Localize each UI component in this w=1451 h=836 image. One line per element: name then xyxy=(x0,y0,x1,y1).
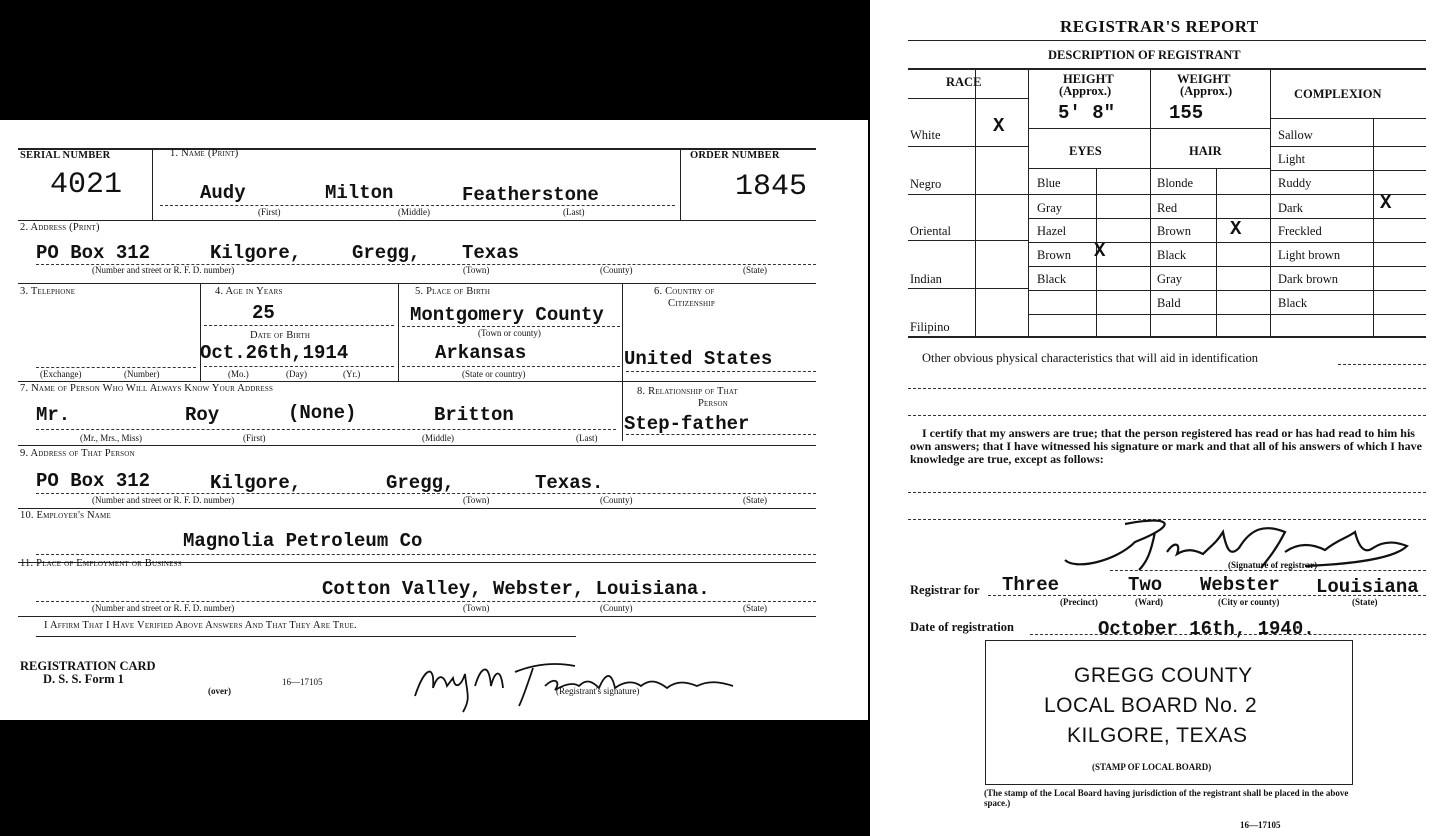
city-value: Webster xyxy=(1200,574,1280,596)
weight-header: WEIGHT xyxy=(1177,72,1231,86)
date-line xyxy=(1030,634,1426,635)
contact-first-caption: (First) xyxy=(243,433,266,443)
contact-last: Britton xyxy=(434,404,514,426)
grid-line xyxy=(1150,68,1151,336)
row-rule xyxy=(18,508,816,509)
grid-line xyxy=(1028,128,1270,129)
stamp-note: (The stamp of the Local Board having jurisdiction of the registrant shall be placed in the above space.) xyxy=(984,788,1349,808)
grid-line xyxy=(1028,218,1270,219)
exchange-caption: (Exchange) xyxy=(40,369,82,379)
street-caption: (Number and street or R. F. D. number) xyxy=(92,265,235,275)
contact-address-street: PO Box 312 xyxy=(36,470,151,492)
stamp-line-1: GREGG COUNTY xyxy=(1074,664,1253,687)
hair-bald: Bald xyxy=(1157,296,1181,310)
birthplace-state: Arkansas xyxy=(435,342,527,364)
weight-approx: (Approx.) xyxy=(1180,84,1233,98)
hair-mark: X xyxy=(1230,218,1242,240)
grid-line xyxy=(1028,194,1270,195)
contact-address-town: Kilgore, xyxy=(210,472,302,494)
ward-value: Two xyxy=(1128,574,1163,596)
dob-label: Date of Birth xyxy=(250,330,311,341)
birthplace-label: 5. Place of Birth xyxy=(415,286,491,297)
report-title: REGISTRAR'S REPORT xyxy=(1060,17,1259,36)
contact-title: Mr. xyxy=(36,404,71,426)
middle-caption: (Middle) xyxy=(398,207,430,217)
street-caption-3: (Number and street or R. F. D. number) xyxy=(92,603,235,613)
complexion-light: Light xyxy=(1278,152,1306,166)
stamp-box xyxy=(985,640,1353,785)
town-caption-2: (Town) xyxy=(463,495,490,505)
telephone-label: 3. Telephone xyxy=(20,286,76,297)
birthplace-line xyxy=(402,326,620,327)
weight-value: 155 xyxy=(1169,102,1204,124)
employment-line xyxy=(36,601,816,602)
contact-middle: (None) xyxy=(288,402,357,424)
report-subtitle: DESCRIPTION OF REGISTRANT xyxy=(1048,48,1241,62)
grid-line xyxy=(1028,168,1270,169)
race-negro: Negro xyxy=(910,177,942,191)
contact-label: 7. Name of Person Who Will Always Know Your Address xyxy=(20,383,274,394)
serial-number: 4021 xyxy=(50,168,123,202)
first-name: Audy xyxy=(200,182,246,204)
dash-line xyxy=(908,492,1426,493)
registrant-signature xyxy=(405,646,745,718)
registrar-signature xyxy=(1055,512,1435,582)
grid-line xyxy=(1270,314,1426,315)
birthplace-town: Montgomery County xyxy=(410,304,604,326)
grid-line xyxy=(1270,242,1426,243)
eyes-brown: Brown xyxy=(1037,248,1072,262)
reg-state-caption: (State) xyxy=(1352,597,1378,607)
divider xyxy=(200,283,201,381)
contact-address-state: Texas. xyxy=(535,472,604,494)
state-value: Louisiana xyxy=(1316,576,1419,598)
eyes-blue: Blue xyxy=(1037,176,1061,190)
contact-first: Roy xyxy=(185,404,220,426)
precinct-value: Three xyxy=(1002,574,1060,596)
last-caption: (Last) xyxy=(563,207,585,217)
hair-red: Red xyxy=(1157,201,1178,215)
state-caption: (State) xyxy=(743,265,767,275)
race-filipino: Filipino xyxy=(910,320,950,334)
rule xyxy=(908,40,1426,41)
divider xyxy=(622,283,623,441)
age-line xyxy=(204,325,394,326)
grid-line xyxy=(1028,290,1270,291)
grid-line xyxy=(1270,290,1426,291)
certify-statement: I certify that my answers are true; that the person registered has read or has had read to him his own answers; that I have witnessed his signature or mark and that all of his answers of which I have knowledge are true, except as follows: xyxy=(910,426,1422,466)
town-or-county-caption: (Town or county) xyxy=(478,328,541,338)
signature-caption: (Registrant's signature) xyxy=(556,686,640,696)
citizenship-label: 6. Country of xyxy=(654,286,715,297)
address-state: Texas xyxy=(462,242,520,264)
hair-brown: Brown xyxy=(1157,224,1192,238)
divider xyxy=(680,148,681,220)
row-rule xyxy=(18,445,816,446)
street-caption-2: (Number and street or R. F. D. number) xyxy=(92,495,235,505)
grid-line xyxy=(1270,118,1426,119)
grid-line xyxy=(908,240,1028,241)
complexion-dark: Dark xyxy=(1278,201,1303,215)
date-of-registration-label: Date of registration xyxy=(910,620,1014,634)
city-caption: (City or county) xyxy=(1218,597,1280,607)
grid-line xyxy=(1028,314,1270,315)
contact-address-line xyxy=(36,493,816,494)
row-rule xyxy=(18,220,816,221)
telephone-line xyxy=(36,367,196,368)
eyes-black: Black xyxy=(1037,272,1067,286)
employer-value: Magnolia Petroleum Co xyxy=(183,530,423,552)
stamp-line-3: KILGORE, TEXAS xyxy=(1067,724,1248,747)
race-white: White xyxy=(910,128,941,142)
contact-address-label: 9. Address of That Person xyxy=(20,448,135,459)
address-county: Gregg, xyxy=(352,242,421,264)
grid-line xyxy=(1028,266,1270,267)
birthplace-state-line xyxy=(402,366,620,367)
precinct-caption: (Precinct) xyxy=(1060,597,1098,607)
grid-line xyxy=(1270,146,1426,147)
registrar-signature-caption: (Signature of registrar) xyxy=(1228,560,1318,570)
dash-line xyxy=(908,388,1426,389)
dash-line xyxy=(1338,364,1426,365)
order-number: 1845 xyxy=(735,170,808,204)
row-rule xyxy=(18,616,816,617)
contact-middle-caption: (Middle) xyxy=(422,433,454,443)
eyes-header: EYES xyxy=(1069,144,1102,158)
eyes-gray: Gray xyxy=(1037,201,1062,215)
grid-line xyxy=(1028,68,1029,336)
hair-gray: Gray xyxy=(1157,272,1182,286)
month-caption: (Mo.) xyxy=(228,369,249,379)
complexion-black: Black xyxy=(1278,296,1308,310)
employment-place-label: 11. Place of Employment or Business xyxy=(20,558,182,569)
row-rule xyxy=(18,381,816,382)
first-caption: (First) xyxy=(258,207,281,217)
row-rule xyxy=(18,283,816,284)
date-of-registration: October 16th, 1940. xyxy=(1098,618,1315,640)
other-characteristics-label: Other obvious physical characteristics that will aid in identification xyxy=(922,351,1259,365)
age-value: 25 xyxy=(252,302,275,324)
town-caption-3: (Town) xyxy=(463,603,490,613)
citizenship-value: United States xyxy=(624,348,773,370)
last-name: Featherstone xyxy=(462,184,599,206)
complexion-header: COMPLEXION xyxy=(1294,87,1382,101)
address-label: 2. Address (Print) xyxy=(20,222,100,233)
ward-caption: (Ward) xyxy=(1135,597,1163,607)
name-line xyxy=(160,205,675,206)
eyes-mark: X xyxy=(1094,240,1106,262)
height-header: HEIGHT xyxy=(1063,72,1114,86)
day-caption: (Day) xyxy=(286,369,307,379)
complexion-sallow: Sallow xyxy=(1278,128,1313,142)
relationship-label: 8. Relationship of That xyxy=(637,386,738,397)
grid-line xyxy=(908,146,1028,147)
divider xyxy=(398,283,399,381)
stamp-line-2: LOCAL BOARD No. 2 xyxy=(1044,694,1258,717)
affirmation: I Affirm That I Have Verified Above Answers And That They Are True. xyxy=(44,620,357,631)
registration-card-front xyxy=(0,120,868,720)
order-number-label: ORDER NUMBER xyxy=(690,150,780,161)
affirm-rule xyxy=(36,636,576,637)
state-caption-2: (State) xyxy=(743,495,767,505)
grid-line xyxy=(1028,242,1270,243)
relationship-line xyxy=(626,434,816,435)
year-caption: (Yr.) xyxy=(343,369,361,379)
form-id: D. S. S. Form 1 xyxy=(43,672,124,686)
citizenship-label-2: Citizenship xyxy=(668,298,715,309)
rule xyxy=(908,68,1426,70)
race-header: RACE xyxy=(946,75,982,89)
address-street: PO Box 312 xyxy=(36,242,151,264)
employer-line xyxy=(36,554,816,555)
town-caption: (Town) xyxy=(463,265,490,275)
rule xyxy=(908,336,1426,338)
relationship-value: Step-father xyxy=(624,413,750,435)
grid-line xyxy=(1270,218,1426,219)
grid-line xyxy=(908,288,1028,289)
complexion-light-brown: Light brown xyxy=(1278,248,1341,262)
county-caption-3: (County) xyxy=(600,603,633,613)
contact-last-caption: (Last) xyxy=(576,433,598,443)
print-code: 16—17105 xyxy=(282,677,323,687)
state-or-country-caption: (State or country) xyxy=(462,369,526,379)
grid-line xyxy=(908,194,1028,195)
dob-line xyxy=(204,366,394,367)
dash-line xyxy=(908,415,1426,416)
contact-line xyxy=(36,429,616,430)
number-caption: (Number) xyxy=(124,369,160,379)
card-title: REGISTRATION CARD xyxy=(20,659,156,673)
name-label: 1. Name (Print) xyxy=(170,148,239,159)
grid-line xyxy=(1270,68,1271,336)
back-print-code: 16—17105 xyxy=(1240,820,1281,830)
contact-address-county: Gregg, xyxy=(386,472,455,494)
state-caption-3: (State) xyxy=(743,603,767,613)
grid-line xyxy=(1373,118,1374,336)
complexion-mark: X xyxy=(1380,192,1392,214)
hair-blonde: Blonde xyxy=(1157,176,1194,190)
height-approx: (Approx.) xyxy=(1059,84,1112,98)
age-label: 4. Age in Years xyxy=(215,286,283,297)
relationship-label-2: Person xyxy=(698,398,728,409)
over-note: (over) xyxy=(208,686,231,696)
registrars-report-back xyxy=(870,0,1451,836)
eyes-hazel: Hazel xyxy=(1037,224,1067,238)
dob-value: Oct.26th,1914 xyxy=(200,342,349,364)
height-value: 5' 8" xyxy=(1058,102,1116,124)
complexion-freckled: Freckled xyxy=(1278,224,1322,238)
county-caption-2: (County) xyxy=(600,495,633,505)
employment-place-value: Cotton Valley, Webster, Louisiana. xyxy=(322,578,710,600)
complexion-dark-brown: Dark brown xyxy=(1278,272,1339,286)
race-mark: X xyxy=(993,115,1005,137)
race-oriental: Oriental xyxy=(910,224,951,238)
hair-black: Black xyxy=(1157,248,1187,262)
middle-name: Milton xyxy=(325,182,394,204)
divider xyxy=(152,148,153,220)
grid-line xyxy=(1270,266,1426,267)
stamp-caption: (STAMP OF LOCAL BOARD) xyxy=(1092,762,1212,772)
race-indian: Indian xyxy=(910,272,942,286)
grid-line xyxy=(1270,170,1426,171)
complexion-ruddy: Ruddy xyxy=(1278,176,1312,190)
hair-header: HAIR xyxy=(1189,144,1222,158)
grid-line xyxy=(1270,194,1426,195)
grid-line xyxy=(908,98,1028,99)
serial-number-label: SERIAL NUMBER xyxy=(20,150,111,161)
address-town: Kilgore, xyxy=(210,242,302,264)
county-caption: (County) xyxy=(600,265,633,275)
title-caption: (Mr., Mrs., Miss) xyxy=(80,433,143,443)
employer-label: 10. Employer's Name xyxy=(20,510,111,521)
grid-line xyxy=(975,68,976,336)
citizenship-line xyxy=(626,371,816,372)
signature-line xyxy=(1110,570,1426,571)
registrar-for-label: Registrar for xyxy=(910,583,980,597)
registrar-for-line xyxy=(988,595,1426,596)
